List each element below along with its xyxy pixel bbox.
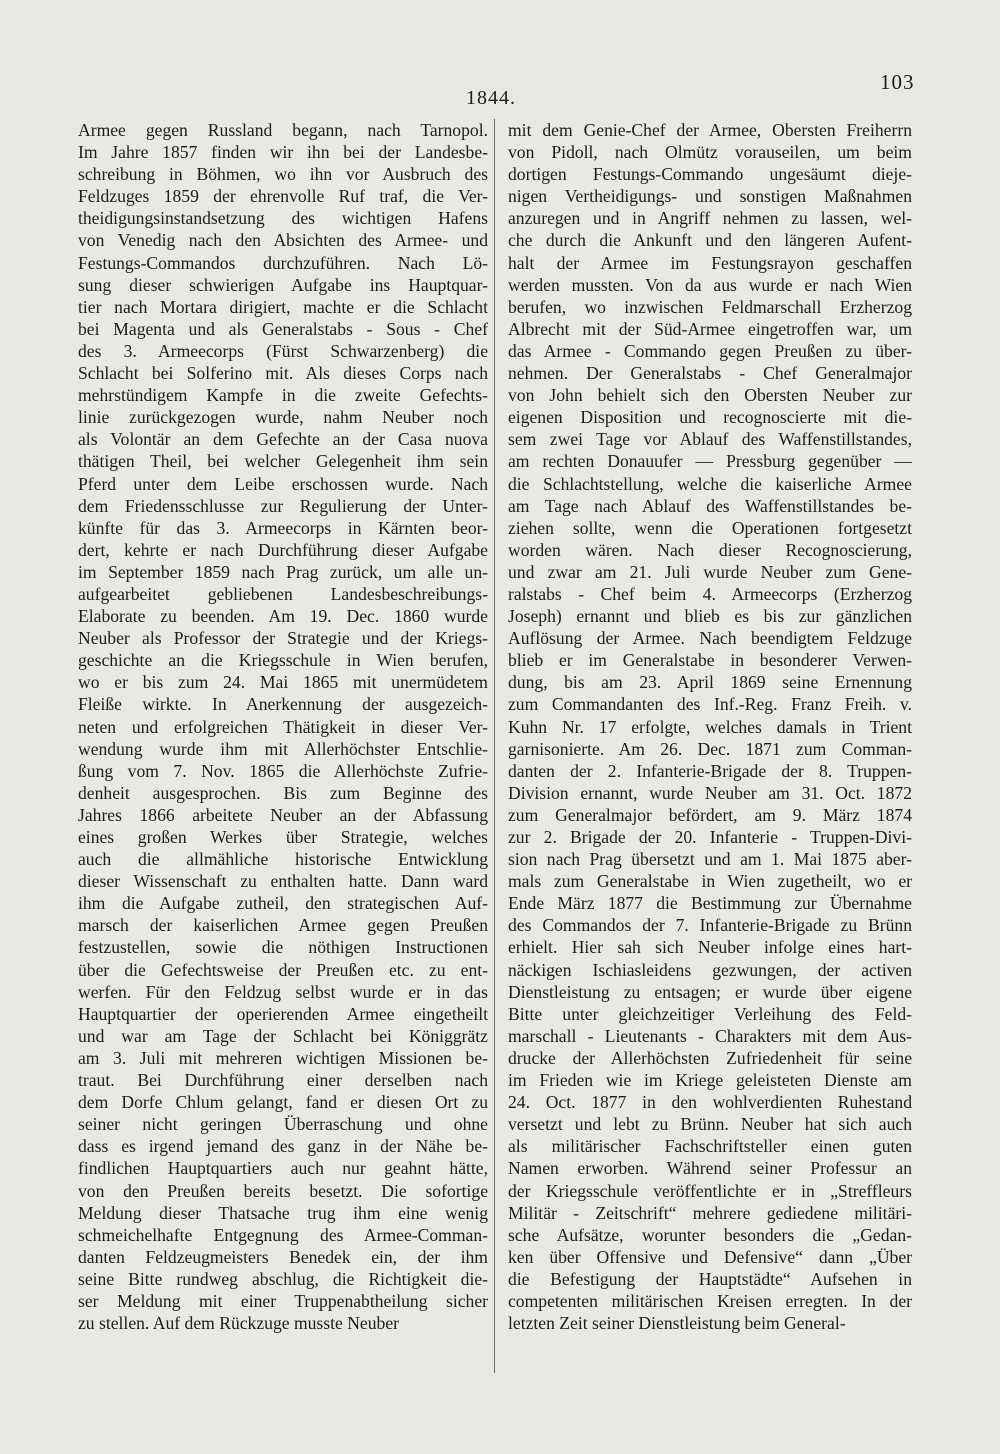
text-line: nigen Vertheidigungs- und sonstigen Maßnahmen xyxy=(508,186,912,207)
text-line: danten Feldzeugmeisters Benedek ein, der ihm xyxy=(78,1246,488,1267)
text-line: blieb er im Generalstabe in besonderer Verwen- xyxy=(508,650,912,671)
text-line: Namen erworben. Während seiner Professur an xyxy=(508,1158,912,1179)
text-line: am Tage nach Ablauf des Waffenstillstandes be- xyxy=(508,495,912,516)
text-line: werfen. Für den Feldzug selbst wurde er in das xyxy=(78,981,488,1002)
text-line: die Befestigung der Hauptstädte“ Aufsehen in xyxy=(508,1268,912,1289)
text-line: auch die allmähliche historische Entwicklung xyxy=(78,849,488,870)
text-line: sung dieser schwierigen Aufgabe ins Hauptquar- xyxy=(78,274,488,295)
text-line: tier nach Mortara dirigiert, machte er die Schlacht xyxy=(78,296,488,317)
text-line: dung, bis am 23. April 1869 seine Ernennung xyxy=(508,672,912,693)
text-line: dem Friedensschlusse zur Regulierung der Unter- xyxy=(78,495,488,516)
text-line: theidigungsinstandsetzung des wichtigen Hafens xyxy=(78,208,488,229)
text-line: findlichen Hauptquartiers auch nur geahnt hätte, xyxy=(78,1158,488,1179)
text-line: dass es irgend jemand des ganz in der Nähe be- xyxy=(78,1136,488,1157)
text-line: anzuregen und in Angriff nehmen zu lassen, wel- xyxy=(508,208,912,229)
text-line: seine Bitte rundweg abschlug, die Richtigkeit die- xyxy=(78,1268,488,1289)
left-text-column xyxy=(78,119,488,1334)
text-line: mit dem Genie-Chef der Armee, Obersten Freiherrn xyxy=(508,120,912,140)
text-line: thätigen Theil, bei welcher Gelegenheit ihm sein xyxy=(78,451,488,472)
text-line: erhielt. Hier sah sich Neuber infolge eines hart- xyxy=(508,937,912,958)
text-line: marsch der kaiserlichen Armee gegen Preußen xyxy=(78,915,488,936)
text-line: drucke der Allerhöchsten Zufriedenheit für seine xyxy=(508,1047,912,1068)
text-line: zum Generalmajor befördert, am 9. März 1874 xyxy=(508,804,912,825)
text-line: Albrecht mit der Süd-Armee eingetroffen war, um xyxy=(508,318,912,339)
text-line: sem zwei Tage vor Ablauf des Waffenstillstandes, xyxy=(508,429,912,450)
text-line: Division ernannt, wurde Neuber am 31. Oct. 1872 xyxy=(508,782,912,803)
text-line: im September 1859 nach Prag zurück, um alle un- xyxy=(78,561,488,582)
text-line: neten und erfolgreichen Thätigkeit in dieser Ver- xyxy=(78,716,488,737)
text-line: Festungs-Commandos durchzuführen. Nach Lö- xyxy=(78,252,488,273)
text-line: versetzt und lebt zu Brünn. Neuber hat sich auch xyxy=(508,1114,912,1135)
text-line: letzten Zeit seiner Dienstleistung beim General- xyxy=(508,1313,846,1334)
text-line: im Frieden wie im Kriege geleisteten Dienste am xyxy=(508,1070,912,1091)
text-line: von Pidoll, nach Olmütz vorauseilen, um beim xyxy=(508,142,912,163)
text-line: Feldzuges 1859 der ehrenvolle Ruf traf, die Ver- xyxy=(78,186,488,207)
text-line: Elaborate zu beenden. Am 19. Dec. 1860 wurde xyxy=(78,606,488,627)
text-line: des 3. Armeecorps (Fürst Schwarzenberg) die xyxy=(78,340,488,361)
text-line: künfte für das 3. Armeecorps in Kärnten beor- xyxy=(78,517,488,538)
text-line: 24. Oct. 1877 in den wohlverdienten Ruhestand xyxy=(508,1092,912,1113)
text-line: Schlacht bei Solferino mit. Als dieses Corps nach xyxy=(78,363,488,384)
text-line: von den Preußen bereits besetzt. Die sofortige xyxy=(78,1180,488,1201)
text-line: sche Aufsätze, worunter besonders die „Gedan- xyxy=(508,1224,912,1245)
text-line: Kuhn Nr. 17 erfolgte, welches damals in Trient xyxy=(508,716,912,737)
text-line: zur 2. Brigade der 20. Infanterie - Truppen-Divi- xyxy=(508,827,912,847)
text-line: am 3. Juli mit mehreren wichtigen Missionen be- xyxy=(78,1047,488,1068)
text-line: die Schlachtstellung, welche die kaiserliche Armee xyxy=(508,473,912,494)
text-line: Meldung dieser Thatsache trug ihm eine wenig xyxy=(78,1202,488,1223)
text-line: competenten militärischen Kreisen erregten. In der xyxy=(508,1290,912,1311)
text-line: Neuber als Professor der Strategie und der Kriegs- xyxy=(78,628,488,649)
text-line: linie zurückgezogen wurde, nahm Neuber noch xyxy=(78,407,488,428)
column-divider xyxy=(494,119,495,1373)
text-line: nehmen. Der Generalstabs - Chef Generalmajor xyxy=(508,363,912,384)
text-line: und zwar am 21. Juli wurde Neuber zum Gene- xyxy=(508,561,912,582)
text-line: des Commandos der 7. Infanterie-Brigade zu Brünn xyxy=(508,915,912,936)
text-line: garnisonierte. Am 26. Dec. 1871 zum Comman- xyxy=(508,738,912,759)
text-line: eines großen Werkes über Strategie, welches xyxy=(78,827,488,847)
text-line: am rechten Donauufer — Pressburg gegenüber — xyxy=(508,451,912,472)
text-line: traut. Bei Durchführung einer derselben nach xyxy=(78,1070,488,1091)
text-line: ralstabs - Chef beim 4. Armeecorps (Erzherzog xyxy=(508,583,912,604)
page-number: 103 xyxy=(880,70,915,94)
text-line: Im Jahre 1857 finden wir ihn bei der Landesbe- xyxy=(78,142,488,163)
running-head-year: 1844. xyxy=(466,87,516,109)
text-line: Jahres 1866 arbeitete Neuber an der Abfassung xyxy=(78,804,488,825)
text-line: denheit ausgesprochen. Bis zum Beginne des xyxy=(78,782,488,803)
text-line: Fleiße wirkte. In Anerkennung der ausgezeich- xyxy=(78,694,488,715)
text-line: schreibung in Böhmen, wo ihn vor Ausbruch des xyxy=(78,164,488,185)
text-line: Ende März 1877 die Bestimmung zur Übernahme xyxy=(508,893,912,914)
text-line: eigenen Disposition und recognoscierte mit die- xyxy=(508,407,912,428)
text-line: berufen, wo inzwischen Feldmarschall Erzherzog xyxy=(508,296,912,317)
text-line: danten der 2. Infanterie-Brigade der 8. Truppen- xyxy=(508,760,912,781)
text-line: mals zum Generalstabe in Wien zugetheilt, wo er xyxy=(508,871,912,892)
text-line: zum Commandanten des Inf.-Reg. Franz Freih. v. xyxy=(508,694,912,715)
text-line: das Armee - Commando gegen Preußen zu über- xyxy=(508,340,912,361)
text-line: sion nach Prag übersetzt und am 1. Mai 1875 aber- xyxy=(508,849,912,870)
text-line: schmeichelhafte Entgegnung des Armee-Comman- xyxy=(78,1224,488,1245)
text-line: dert, kehrte er nach Durchführung dieser Aufgabe xyxy=(78,539,488,560)
text-line: Bitte unter gleichzeitiger Verleihung des Feld- xyxy=(508,1003,912,1024)
text-line: Pferd unter dem Leibe erschossen wurde. Nach xyxy=(78,473,488,494)
text-line: bei Magenta und als Generalstabs - Sous - Chef xyxy=(78,318,488,339)
text-line: Militär - Zeitschrift“ mehrere gediedene militäri- xyxy=(508,1202,912,1223)
text-line: aufgearbeitet gebliebenen Landesbeschreibungs- xyxy=(78,583,488,604)
text-line: von John behielt sich den Obersten Neuber zur xyxy=(508,385,912,406)
text-line: ser Meldung mit einer Truppenabtheilung sicher xyxy=(78,1290,488,1311)
text-line: ßung vom 7. Nov. 1865 die Allerhöchste Zufrie- xyxy=(78,760,488,781)
text-line: Dienstleistung zu entsagen; er wurde über eigene xyxy=(508,981,912,1002)
text-line: halt der Armee im Festungsrayon geschaffen xyxy=(508,252,912,273)
text-line: Auflösung der Armee. Nach beendigtem Feldzuge xyxy=(508,628,912,649)
text-line: dem Dorfe Chlum gelangt, fand er diesen Ort zu xyxy=(78,1092,488,1113)
text-line: als Volontär an dem Gefechte an der Casa nuova xyxy=(78,429,488,450)
text-line: mehrstündigem Kampfe in die zweite Gefechts- xyxy=(78,385,488,406)
text-line: Hauptquartier der operierenden Armee eingetheilt xyxy=(78,1003,488,1024)
text-line: wo er bis zum 24. Mai 1865 mit unermüdetem xyxy=(78,672,488,693)
text-line: Armee gegen Russland begann, nach Tarnopol. xyxy=(78,120,488,140)
text-line: zu stellen. Auf dem Rückzuge musste Neuber xyxy=(78,1313,399,1334)
right-text-column xyxy=(508,119,912,1334)
text-line: werden mussten. Von da aus wurde er nach Wien xyxy=(508,274,912,295)
text-line: und war am Tage der Schlacht bei Königgrätz xyxy=(78,1025,488,1046)
text-line: wendung wurde ihm mit Allerhöchster Entschlie- xyxy=(78,738,488,759)
text-line: der Kriegsschule veröffentlichte er in „Streffleurs xyxy=(508,1180,912,1201)
text-line: geschichte an die Kriegsschule in Wien berufen, xyxy=(78,650,488,671)
text-line: von Venedig nach den Absichten des Armee- und xyxy=(78,230,488,251)
text-line: als militärischer Fachschriftsteller einen guten xyxy=(508,1136,912,1157)
text-line: näckigen Ischiasleidens gezwungen, der activen xyxy=(508,959,912,980)
text-line: über die Gefechtsweise der Preußen etc. zu ent- xyxy=(78,959,488,980)
text-line: festzustellen, sowie die nöthigen Instructionen xyxy=(78,937,488,958)
page-header xyxy=(0,0,1000,110)
text-line: ken über Offensive und Defensive“ dann „Über xyxy=(508,1246,912,1267)
text-line: seiner nicht geringen Überraschung und ohne xyxy=(78,1114,488,1135)
text-line: worden wären. Nach dieser Recognoscierung, xyxy=(508,539,912,560)
text-line: Joseph) ernannt und blieb es bis zur gänzlichen xyxy=(508,606,912,627)
text-line: dortigen Festungs-Commando ungesäumt dieje- xyxy=(508,164,912,185)
text-line: dieser Wissenschaft zu enthalten hatte. Dann ward xyxy=(78,871,488,892)
text-line: che durch die Ankunft und den längeren Aufent- xyxy=(508,230,912,251)
text-line: ihm die Aufgabe zutheil, den strategischen Auf- xyxy=(78,893,488,914)
text-line: ziehen sollte, wenn die Operationen fortgesetzt xyxy=(508,517,912,538)
text-line: marschall - Lieutenants - Charakters mit dem Aus- xyxy=(508,1025,912,1046)
